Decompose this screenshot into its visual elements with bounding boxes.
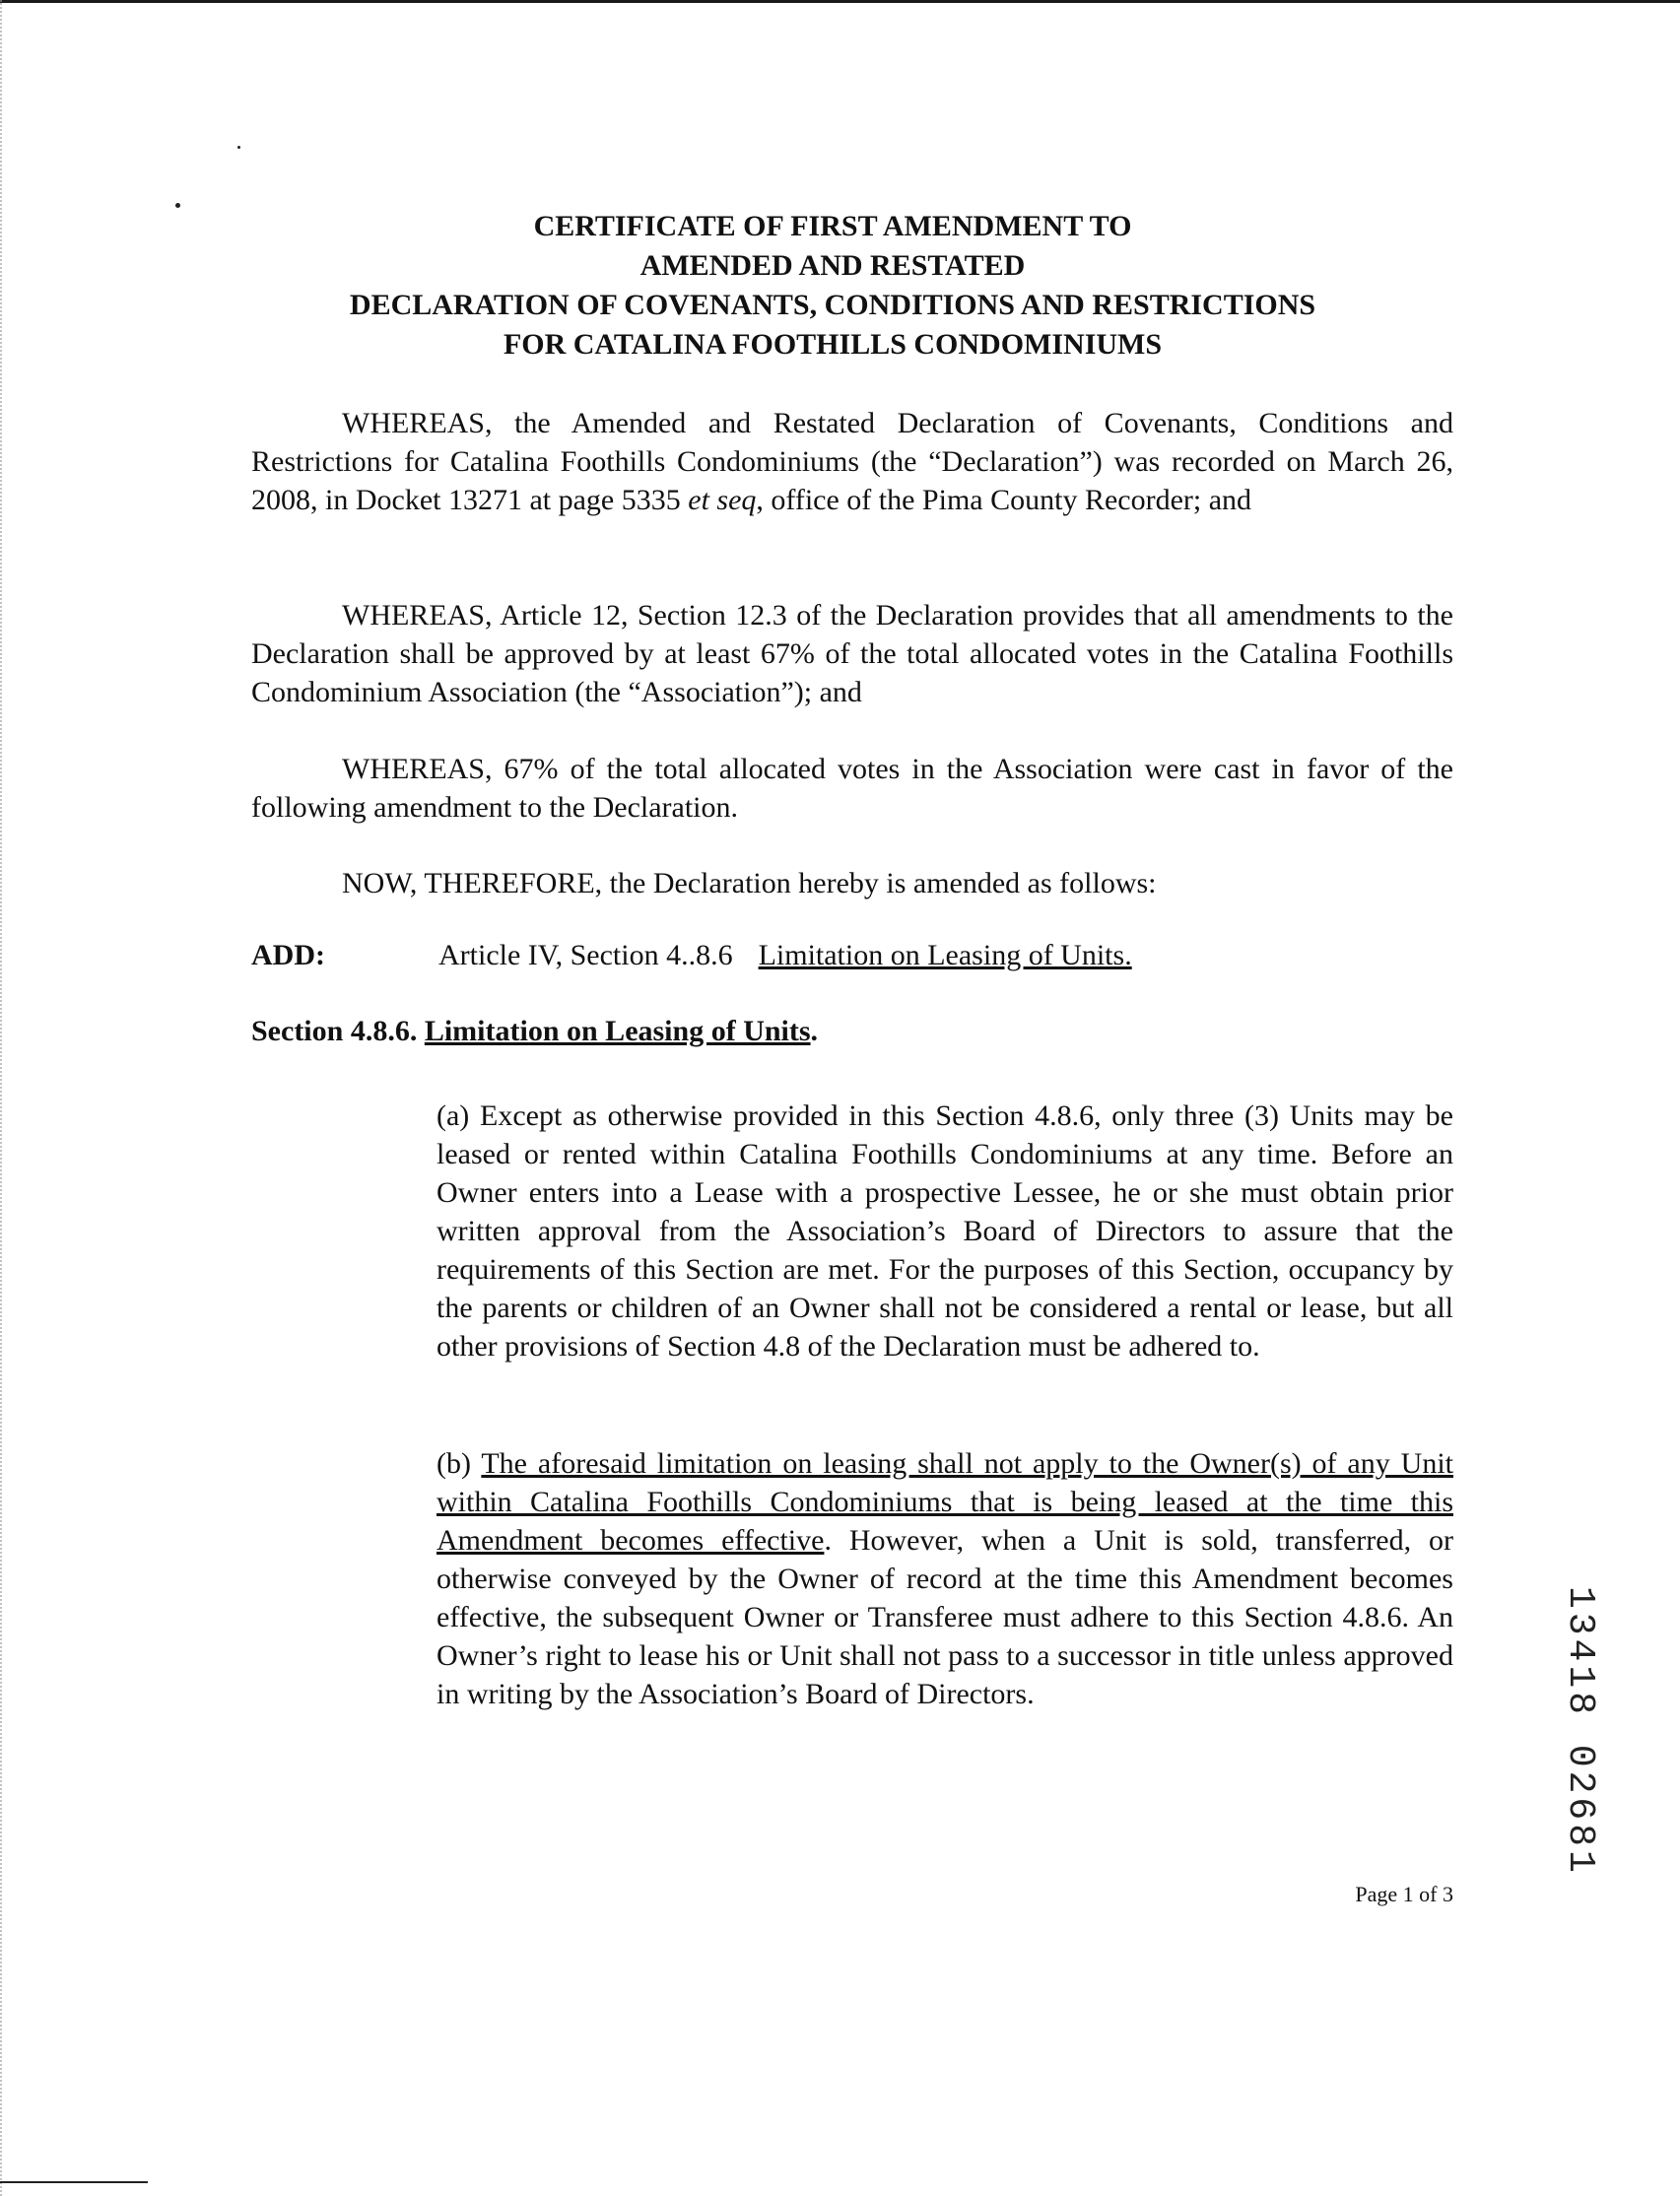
paragraph-b-label: (b) [437,1447,482,1480]
scan-top-border [0,0,1680,3]
whereas-recording-text: WHEREAS, the Amended and Restated Declaration of Covenants, Conditions and Restrictions for Catalina Foothills Condominiums (the “Declaration”) was recorded on March 26, 2008, in Docket 13271 at page 5335 [251,407,1453,516]
paragraph-a: (a) Except as otherwise provided in this Section 4.8.6, only three (3) Units may be leased or rented within Catalina Foothills Condominiums at any time. Before an Owner enters into a Lease with a prospective Lessee, he or she must obtain prior written approval from the Association’s Board of Directors to assure that the requirements of this Section are met. For the purposes of this Section, occupancy by the parents or children of an Owner shall not be considered a rental or lease, but all other provisions of Section 4.8 of the Declaration must be adhered to. [437,1099,1453,1363]
title-line: AMENDED AND RESTATED [639,249,1026,282]
section-heading [251,1012,1453,1051]
scan-left-edge [0,0,4,2196]
section-number: Section 4.8.6. [251,1015,418,1047]
whereas-article-paragraph: WHEREAS, Article 12, Section 12.3 of the Declaration provides that all amendments to the Declaration shall be approved by at least 67% of the total allocated votes in the Catalina Foothills Condominium Association (the “Association”); and [251,599,1453,708]
add-label: ADD: [251,939,325,971]
now-therefore-paragraph: NOW, THEREFORE, the Declaration hereby is amended as follows: [342,867,1157,899]
et-seq-text: et seq [688,484,757,516]
title-line: DECLARATION OF COVENANTS, CONDITIONS AND RESTRICTIONS [349,289,1316,321]
whereas-recording-paragraph [251,404,1453,519]
add-clause [251,936,1453,975]
document-title [251,207,1414,365]
page-number: Page 1 of 3 [1355,1882,1453,1906]
whereas-recording-text-end: , office of the Pima County Recorder; and [756,484,1252,516]
scan-speck [175,203,180,208]
title-line: CERTIFICATE OF FIRST AMENDMENT TO [533,210,1132,242]
whereas-votes-paragraph: WHEREAS, 67% of the total allocated votes in the Association were cast in favor of the following amendment to the Declaration. [251,753,1453,824]
section-title-period: . [810,1015,819,1047]
paragraph-b-underlined: The aforesaid limitation on leasing shall not apply to the Owner(s) of any Unit within Catalina Foothills Condominiums that is being leased at the time this Amendment becomes effective [437,1447,1453,1557]
title-line: FOR CATALINA FOOTHILLS CONDOMINIUMS [503,328,1163,361]
recorder-margin-stamp: 13418 02681 [1559,1586,1601,1877]
add-article-reference: Article IV, Section 4..8.6 [438,939,733,971]
section-title: Limitation on Leasing of Units [424,1015,811,1047]
add-section-title: Limitation on Leasing of Units. [758,939,1132,971]
scan-bottom-mark [0,2181,148,2183]
paragraph-b-text: . However, when a Unit is sold, transferred, or otherwise conveyed by the Owner of record at the time this Amendment becomes effective, the subsequent Owner or Transferee must adhere to this Section 4.8.6. An Owner’s right to lease his or Unit shall not pass to a successor in title unless approved in writing by the Association’s Board of Directors. [437,1524,1453,1710]
scan-speck [237,146,240,149]
paragraph-b [437,1444,1453,1713]
